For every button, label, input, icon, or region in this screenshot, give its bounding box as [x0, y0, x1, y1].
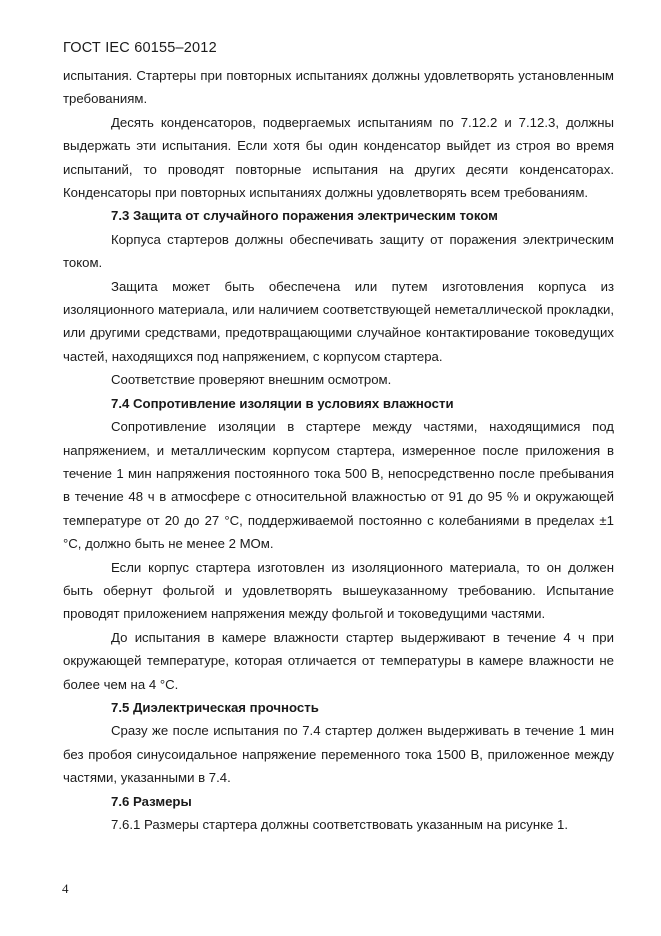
paragraph: Соответствие проверяют внешним осмотром. — [111, 372, 392, 388]
paragraph: Сразу же после испытания по 7.4 стартер должен выдерживать в течение 1 мин без пробоя синусоидальное напряжение переменного тока 1500 В, приложенное между частями, указанными в 7.4. — [63, 723, 614, 786]
document-body — [63, 64, 614, 836]
document-header: ГОСТ IEC 60155–2012 — [63, 40, 217, 56]
paragraph: До испытания в камере влажности стартер выдерживают в течение 4 ч при окружающей температуре, которая отличается от температуры в камере влажности не более чем на 4 °С. — [63, 629, 614, 692]
paragraph: Защита может быть обеспечена или путем изготовления корпуса из изоляционного материала, или наличием соответствующей неметаллической прокладки, или другими средствами, предотвращающими случайное контактирование токоведущих частей, находящихся под напряжением, с корпусом стартера. — [63, 278, 614, 364]
paragraph: 7.6.1 Размеры стартера должны соответствовать указанным на рисунке 1. — [111, 817, 569, 832]
section-heading: 7.6 Размеры — [111, 793, 192, 809]
paragraph: Сопротивление изоляции в стартере между частями, находящимися под напряжением, и металлическим корпусом стартера, измеренное после приложения в течение 1 мин напряжения постоянного тока 500 В, непосредственно после пребывания в течение 48 ч в атмосфере с относительной влажностью от 91 до 95 % и окружающей температуре от 20 до 27 °С, поддерживаемой постоянно с колебаниями в пределах ±1 °С, должно быть не менее 2 МОм. — [63, 419, 614, 552]
section-heading: 7.4 Сопротивление изоляции в условиях влажности — [111, 395, 454, 411]
paragraph: Десять конденсаторов, подвергаемых испытаниям по 7.12.2 и 7.12.3, должны выдержать эти испытания. Если хотя бы один конденсатор выйдет из строя во время испытаний, то проводят повторные испытания на других десяти конденсаторах. Конденсаторы при повторных испытаниях должны удовлетворять всем требованиям. — [63, 114, 614, 201]
paragraph: Корпуса стартеров должны обеспечивать защиту от поражения электрическим током. — [63, 231, 614, 271]
section-heading: 7.3 Защита от случайного поражения электрическим током — [111, 208, 498, 224]
paragraph: испытания. Стартеры при повторных испытаниях должны удовлетворять установленным требованиям. — [63, 68, 614, 107]
page-number: 4 — [62, 881, 69, 896]
paragraph: Если корпус стартера изготовлен из изоляционного материала, то он должен быть обернут фольгой и удовлетворять вышеуказанному требованию. Испытание проводят приложением напряжения между фольгой и токоведущими частями. — [63, 559, 614, 622]
section-heading: 7.5 Диэлектрическая прочность — [111, 699, 319, 715]
